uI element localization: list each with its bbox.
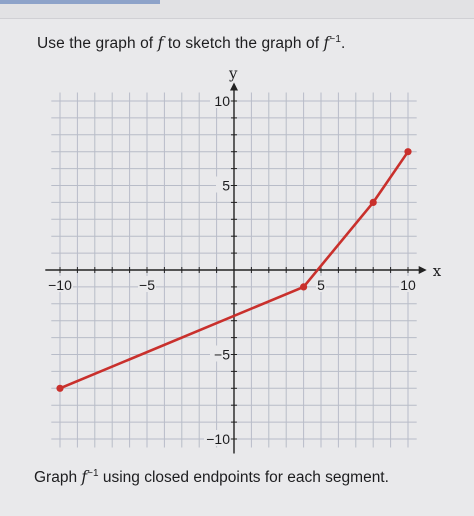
closed-endpoint[interactable]	[370, 199, 377, 206]
footer-inverse-exponent: −1	[87, 468, 99, 479]
prompt-inverse-exponent: −1	[329, 34, 341, 45]
x-axis-label: x	[432, 262, 442, 280]
y-axis-arrow	[230, 83, 238, 91]
prompt-text-start: Use the graph of	[37, 35, 158, 53]
y-tick-label: −5	[214, 346, 230, 363]
x-tick-label: −10	[48, 277, 72, 293]
axes	[45, 83, 426, 454]
instruction-text	[34, 468, 389, 487]
x-tick-label: −5	[139, 277, 155, 293]
x-axis-arrow	[419, 266, 427, 274]
prompt-text-middle: to sketch the graph of	[163, 35, 324, 53]
footer-text-start: Graph	[34, 469, 82, 487]
closed-endpoint[interactable]	[404, 148, 411, 155]
y-tick-label: 10	[214, 93, 230, 109]
x-tick-label: 5	[317, 277, 325, 293]
prompt-inverse-f: f	[323, 34, 330, 53]
prompt-text-end: .	[341, 35, 346, 53]
closed-endpoint[interactable]	[300, 283, 307, 290]
y-tick-label: 5	[222, 177, 230, 194]
y-axis-label: y	[229, 64, 238, 83]
tick-labels	[47, 65, 442, 447]
x-tick-label: 10	[400, 277, 416, 293]
footer-text-end: using closed endpoints for each segment.	[98, 469, 389, 487]
closed-endpoint[interactable]	[56, 385, 63, 392]
y-tick-label: −10	[206, 431, 230, 447]
footer-function-f: f	[81, 468, 88, 487]
prompt-function-f: f	[157, 34, 164, 53]
